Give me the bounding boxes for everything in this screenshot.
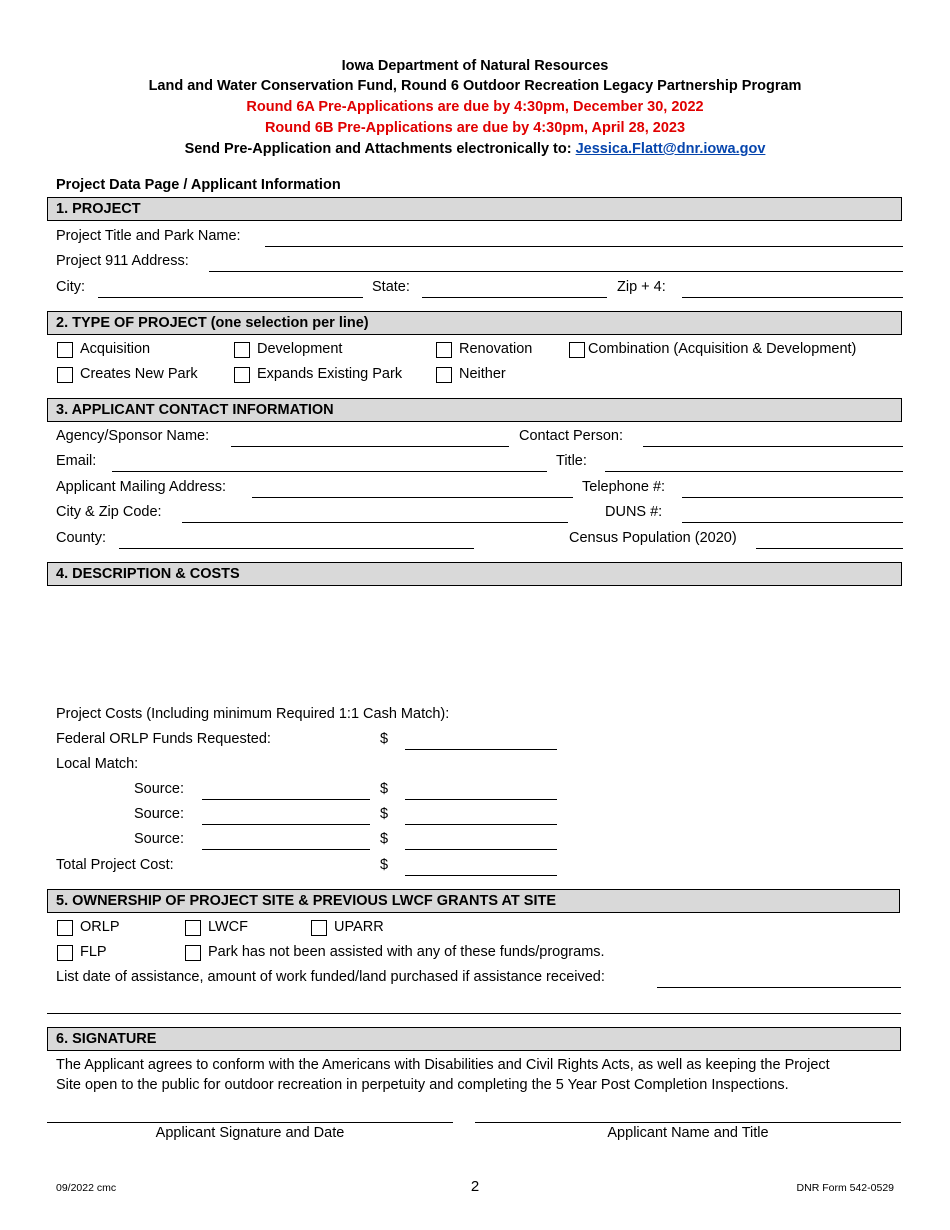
renovation-label: Renovation: [459, 341, 533, 357]
deadline-6b: Round 6B Pre-Applications are due by 4:30pm, April 28, 2023: [264, 120, 686, 136]
signature-label: Applicant Signature and Date: [155, 1125, 345, 1141]
send-text: Send Pre-Application and Attachments electronically to:: [184, 141, 572, 157]
federal-dollar-sign: $: [380, 731, 389, 747]
acquisition-checkbox[interactable]: [57, 342, 73, 358]
source-3-label: Source:: [134, 831, 184, 847]
source-3-name-field[interactable]: [202, 849, 370, 850]
source-2-name-field[interactable]: [202, 824, 370, 825]
page-number: 2: [470, 1178, 480, 1195]
uparr-checkbox[interactable]: [311, 920, 327, 936]
deadline-6a: Round 6A Pre-Applications are due by 4:30pm, December 30, 2022: [246, 99, 704, 115]
total-cost-label: Total Project Cost:: [56, 857, 174, 873]
assistance-list-label: List date of assistance, amount of work funded/land purchased if assistance received:: [56, 969, 605, 985]
email-label: Email:: [56, 453, 97, 469]
program-name: Land and Water Conservation Fund, Round 6 Outdoor Recreation Legacy Partnership Program: [148, 78, 802, 94]
page-title: Project Data Page / Applicant Information: [56, 177, 341, 193]
agency-sponsor-field[interactable]: [231, 446, 509, 447]
lwcf-checkbox[interactable]: [185, 920, 201, 936]
agreement-line-2: Site open to the public for outdoor recreation in perpetuity and completing the 5 Year Post Completion Inspections.: [56, 1077, 789, 1093]
source-3-dollar-sign: $: [380, 831, 389, 847]
combination-label: Combination (Acquisition & Development): [588, 341, 857, 357]
project-address-field[interactable]: [209, 271, 903, 272]
section-4-heading: 4. DESCRIPTION & COSTS: [47, 562, 902, 586]
state-field[interactable]: [422, 297, 607, 298]
source-2-label: Source:: [134, 806, 184, 822]
city-label: City:: [56, 279, 85, 295]
source-2-dollar-sign: $: [380, 806, 389, 822]
source-3-amount-field[interactable]: [405, 849, 557, 850]
project-address-label: Project 911 Address:: [56, 253, 189, 269]
project-title-label: Project Title and Park Name:: [56, 228, 241, 244]
source-1-dollar-sign: $: [380, 781, 389, 797]
source-1-label: Source:: [134, 781, 184, 797]
federal-funds-field[interactable]: [405, 749, 557, 750]
section-5-heading: 5. OWNERSHIP OF PROJECT SITE & PREVIOUS LWCF GRANTS AT SITE: [47, 889, 900, 913]
lwcf-label: LWCF: [208, 919, 249, 935]
development-checkbox[interactable]: [234, 342, 250, 358]
orlp-checkbox[interactable]: [57, 920, 73, 936]
signature-field[interactable]: [47, 1122, 453, 1123]
duns-field[interactable]: [682, 522, 903, 523]
contact-person-label: Contact Person:: [519, 428, 623, 444]
acquisition-label: Acquisition: [80, 341, 151, 357]
project-costs-label: Project Costs (Including minimum Required 1:1 Cash Match):: [56, 706, 450, 722]
expands-existing-park-label: Expands Existing Park: [257, 366, 403, 382]
renovation-checkbox[interactable]: [436, 342, 452, 358]
section-2-heading: 2. TYPE OF PROJECT (one selection per line): [47, 311, 902, 335]
zip-label: Zip + 4:: [617, 279, 666, 295]
email-link[interactable]: Jessica.Flatt@dnr.iowa.gov: [575, 141, 766, 157]
assistance-list-field[interactable]: [657, 987, 901, 988]
county-label: County:: [56, 530, 106, 546]
title-field[interactable]: [605, 471, 903, 472]
census-population-field[interactable]: [756, 548, 903, 549]
development-label: Development: [257, 341, 343, 357]
expands-existing-park-checkbox[interactable]: [234, 367, 250, 383]
telephone-label: Telephone #:: [582, 479, 666, 495]
assistance-list-field-2[interactable]: [47, 1013, 901, 1014]
total-cost-field[interactable]: [405, 875, 557, 876]
revision-date: 09/2022 cmc: [56, 1182, 117, 1194]
source-2-amount-field[interactable]: [405, 824, 557, 825]
source-1-name-field[interactable]: [202, 799, 370, 800]
agreement-line-1: The Applicant agrees to conform with the Americans with Disabilities and Civil Rights Acts, as well as keeping the Project: [56, 1057, 830, 1073]
neither-label: Neither: [459, 366, 506, 382]
orlp-label: ORLP: [80, 919, 120, 935]
agency-sponsor-label: Agency/Sponsor Name:: [56, 428, 210, 444]
total-dollar-sign: $: [380, 857, 389, 873]
mailing-address-label: Applicant Mailing Address:: [56, 479, 227, 495]
flp-label: FLP: [80, 944, 107, 960]
contact-person-field[interactable]: [643, 446, 903, 447]
creates-new-park-checkbox[interactable]: [57, 367, 73, 383]
local-match-label: Local Match:: [56, 756, 139, 772]
uparr-label: UPARR: [334, 919, 384, 935]
zip-field[interactable]: [682, 297, 903, 298]
city-zip-field[interactable]: [182, 522, 568, 523]
not-assisted-label: Park has not been assisted with any of these funds/programs.: [208, 944, 605, 960]
duns-label: DUNS #:: [605, 504, 663, 520]
source-1-amount-field[interactable]: [405, 799, 557, 800]
section-6-heading: 6. SIGNATURE: [47, 1027, 901, 1051]
section-3-heading: 3. APPLICANT CONTACT INFORMATION: [47, 398, 902, 422]
telephone-field[interactable]: [682, 497, 903, 498]
flp-checkbox[interactable]: [57, 945, 73, 961]
title-label: Title:: [556, 453, 587, 469]
agency-name: Iowa Department of Natural Resources: [341, 58, 609, 74]
section-1-heading: 1. PROJECT: [47, 197, 902, 221]
city-zip-label: City & Zip Code:: [56, 504, 162, 520]
send-instructions: [0, 141, 950, 157]
neither-checkbox[interactable]: [436, 367, 452, 383]
name-title-field[interactable]: [475, 1122, 901, 1123]
city-field[interactable]: [98, 297, 363, 298]
state-label: State:: [372, 279, 410, 295]
not-assisted-checkbox[interactable]: [185, 945, 201, 961]
federal-funds-label: Federal ORLP Funds Requested:: [56, 731, 271, 747]
name-title-label: Applicant Name and Title: [607, 1125, 769, 1141]
county-field[interactable]: [119, 548, 474, 549]
creates-new-park-label: Creates New Park: [80, 366, 198, 382]
email-field[interactable]: [112, 471, 547, 472]
combination-checkbox[interactable]: [569, 342, 585, 358]
form-number: DNR Form 542-0529: [796, 1182, 894, 1194]
census-population-label: Census Population (2020): [569, 530, 737, 546]
mailing-address-field[interactable]: [252, 497, 573, 498]
project-title-field[interactable]: [265, 246, 903, 247]
